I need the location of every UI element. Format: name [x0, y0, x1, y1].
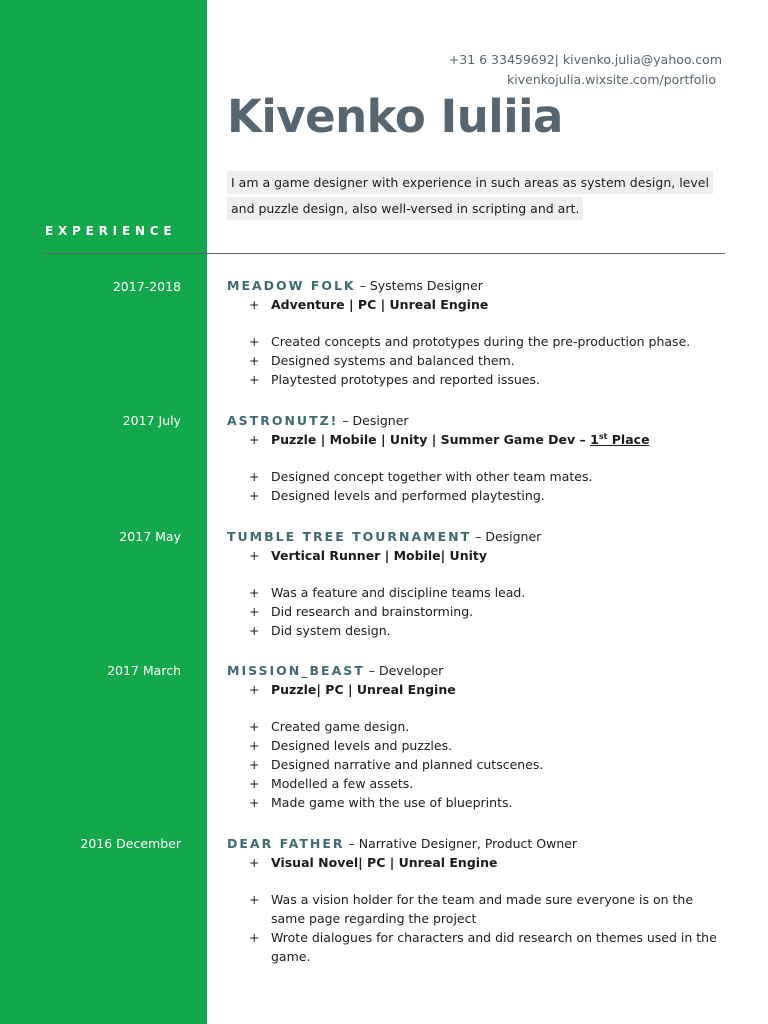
list-item	[227, 774, 727, 793]
list-item-text: Was a vision holder for the team and made sure everyone is on the same page regarding the project	[271, 892, 694, 926]
list-item	[227, 467, 727, 486]
list-item	[227, 351, 727, 370]
list-item-text: Designed concept together with other team mates.	[271, 469, 593, 484]
plus-icon: +	[249, 297, 260, 312]
award-text	[590, 432, 649, 447]
entry-date: 2017-2018	[112, 279, 181, 294]
plus-icon: +	[249, 776, 260, 791]
plus-icon: +	[249, 604, 260, 619]
project-role: – Designer	[338, 413, 409, 428]
list-item-text: Created game design.	[271, 719, 410, 734]
entry-heading	[227, 527, 727, 546]
list-item	[227, 890, 727, 928]
list-item-text: Did system design.	[271, 623, 391, 638]
project-name: TUMBLE TREE TOURNAMENT	[227, 529, 472, 544]
tags-text: Puzzle | Mobile | Unity | Summer Game Dev –	[271, 432, 591, 447]
list-item	[227, 928, 727, 966]
entry-date: 2017 March	[107, 663, 181, 678]
section-title-experience: EXPERIENCE	[45, 224, 177, 238]
list-item-text: Designed narrative and planned cutscenes.	[271, 757, 544, 772]
project-tags	[227, 295, 727, 314]
plus-icon: +	[249, 930, 260, 945]
list-item	[227, 370, 727, 389]
summary-text: I am a game designer with experience in such areas as system design, level and puzzle design, also well-versed in scripting and art.	[227, 171, 713, 220]
plus-icon: +	[249, 892, 260, 907]
list-item-text: Did research and brainstorming.	[271, 604, 474, 619]
experience-entry	[227, 276, 727, 389]
plus-icon: +	[249, 353, 260, 368]
plus-icon: +	[249, 334, 260, 349]
project-role: – Systems Designer	[355, 278, 483, 293]
award-ordinal: st	[598, 432, 608, 441]
experience-entry	[227, 661, 727, 812]
contact-info	[449, 50, 722, 90]
list-item-text: Modelled a few assets.	[271, 776, 414, 791]
list-item	[227, 602, 727, 621]
tags-text: Puzzle| PC | Unreal Engine	[271, 682, 456, 697]
project-role: – Narrative Designer, Product Owner	[344, 836, 578, 851]
list-item	[227, 583, 727, 602]
project-role: – Developer	[364, 663, 444, 678]
plus-icon: +	[249, 469, 260, 484]
list-item	[227, 736, 727, 755]
entry-heading	[227, 661, 727, 680]
list-item-text: Playtested prototypes and reported issues.	[271, 372, 540, 387]
plus-icon: +	[249, 738, 260, 753]
plus-icon: +	[249, 855, 260, 870]
summary	[227, 170, 727, 222]
entry-date: 2017 July	[122, 413, 181, 428]
list-item-text: Was a feature and discipline teams lead.	[271, 585, 526, 600]
list-item-text: Designed levels and puzzles.	[271, 738, 453, 753]
list-item-text: Designed levels and performed playtesting.	[271, 488, 545, 503]
entry-heading	[227, 276, 727, 295]
tags-text: Visual Novel| PC | Unreal Engine	[271, 855, 498, 870]
entry-date: 2017 May	[119, 529, 181, 544]
plus-icon: +	[249, 719, 260, 734]
plus-icon: +	[249, 757, 260, 772]
list-item	[227, 486, 727, 505]
project-tags	[227, 680, 727, 699]
list-item-text: Wrote dialogues for characters and did research on themes used in the game.	[271, 930, 717, 964]
award-label: Place	[607, 432, 650, 447]
plus-icon: +	[249, 682, 260, 697]
list-item-text: Made game with the use of blueprints.	[271, 795, 513, 810]
plus-icon: +	[249, 488, 260, 503]
plus-icon: +	[249, 548, 260, 563]
experience-entry	[227, 411, 727, 505]
list-item-text: Designed systems and balanced them.	[271, 353, 515, 368]
sidebar-band	[0, 0, 207, 1024]
plus-icon: +	[249, 432, 260, 447]
entry-date: 2016 December	[80, 836, 181, 851]
list-item	[227, 332, 727, 351]
experience-entry	[227, 834, 727, 966]
experience-entry	[227, 527, 727, 640]
list-item	[227, 755, 727, 774]
entry-heading	[227, 411, 727, 430]
contact-phone-email[interactable]: +31 6 33459692| kivenko.julia@yahoo.com	[448, 52, 722, 67]
plus-icon: +	[249, 795, 260, 810]
project-tags	[227, 546, 727, 565]
candidate-name: Kivenko Iuliia	[227, 90, 563, 143]
contact-portfolio-link[interactable]: kivenkojulia.wixsite.com/portfolio	[507, 72, 716, 87]
project-role: – Designer	[471, 529, 542, 544]
plus-icon: +	[249, 585, 260, 600]
list-item	[227, 793, 727, 812]
divider	[43, 253, 725, 254]
plus-icon: +	[249, 372, 260, 387]
list-item	[227, 717, 727, 736]
project-tags	[227, 430, 727, 449]
project-name: ASTRONUTZ!	[227, 413, 339, 428]
project-tags	[227, 853, 727, 872]
list-item	[227, 621, 727, 640]
entry-heading	[227, 834, 727, 853]
project-name: MISSION_BEAST	[227, 663, 365, 678]
tags-text: Adventure | PC | Unreal Engine	[271, 297, 489, 312]
project-name: DEAR FATHER	[227, 836, 345, 851]
plus-icon: +	[249, 623, 260, 638]
tags-text: Vertical Runner | Mobile| Unity	[271, 548, 488, 563]
award-number: 1	[590, 432, 599, 447]
project-name: MEADOW FOLK	[227, 278, 356, 293]
list-item-text: Created concepts and prototypes during the pre-production phase.	[271, 334, 691, 349]
